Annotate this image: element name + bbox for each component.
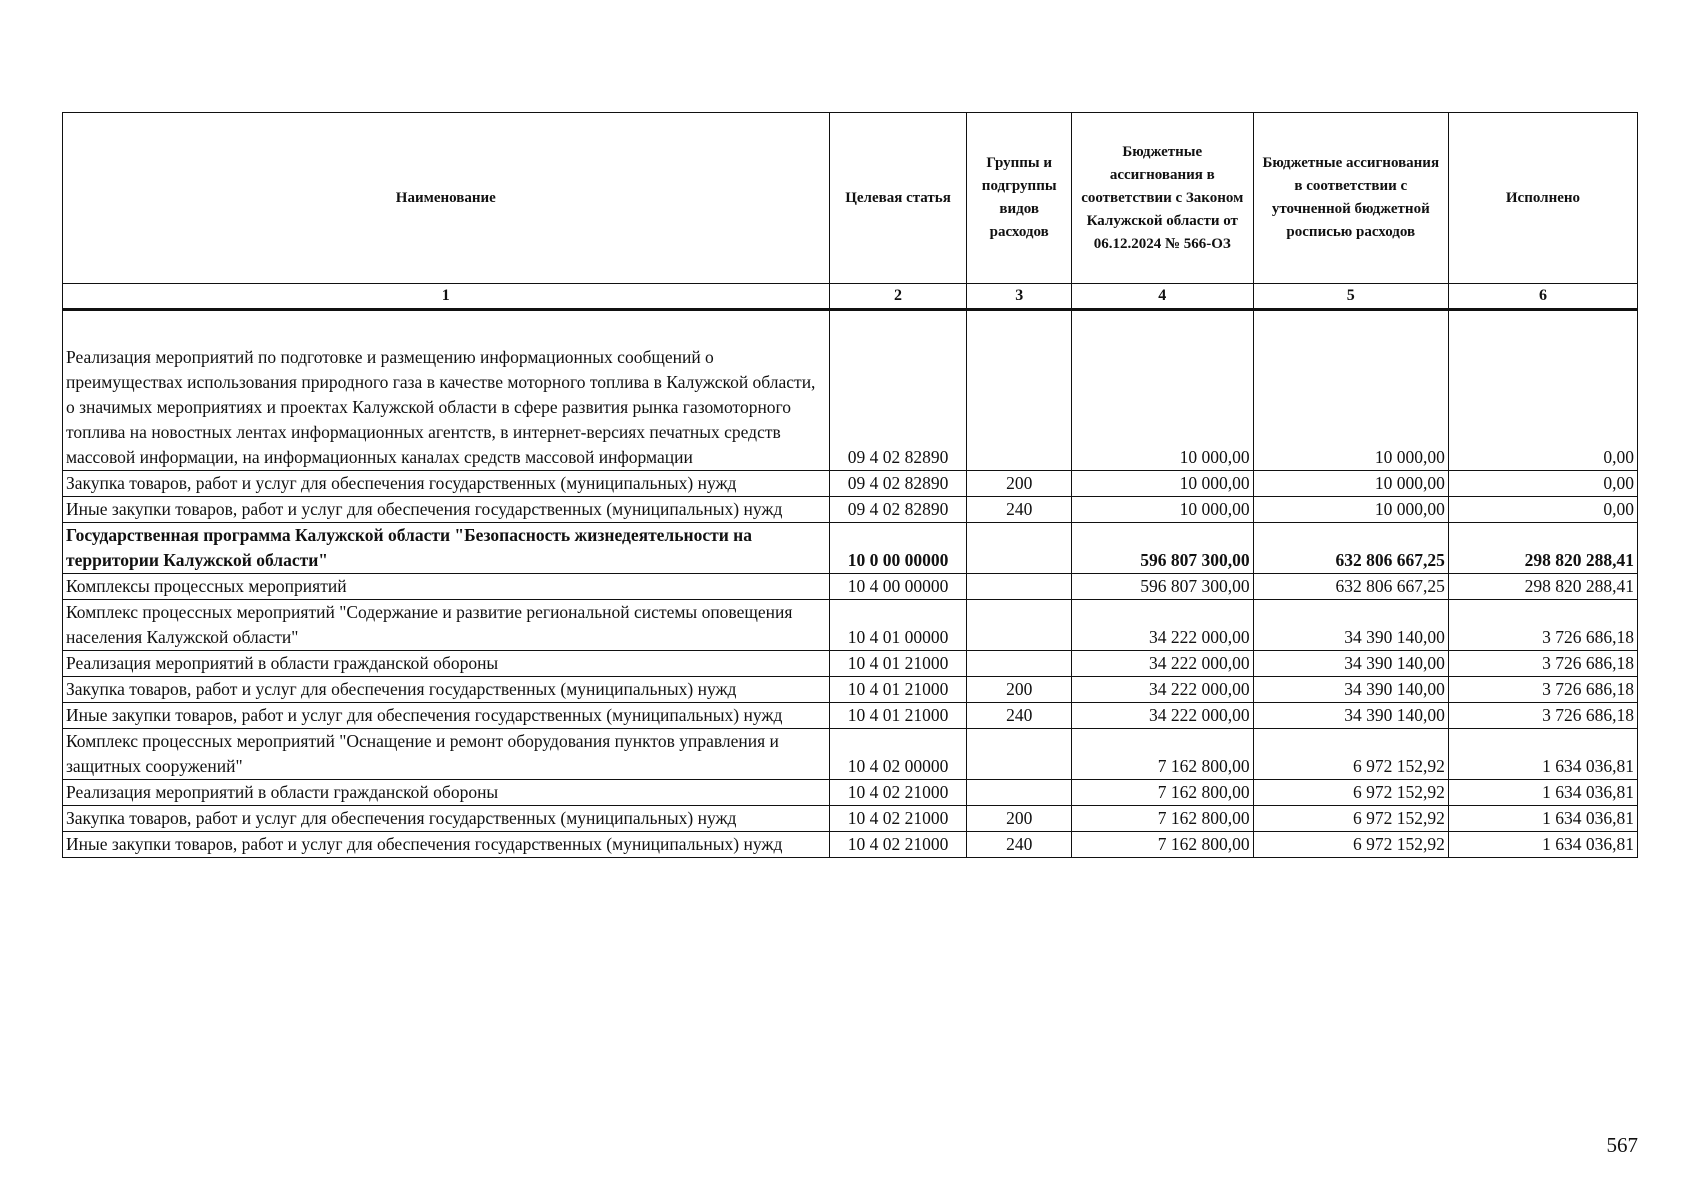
row-law-allocation: 7 162 800,00: [1071, 780, 1253, 806]
row-executed: 1 634 036,81: [1448, 780, 1637, 806]
row-name: Иные закупки товаров, работ и услуг для обеспечения государственных (муниципальных) нужд: [63, 832, 830, 858]
column-number: 2: [829, 284, 967, 310]
row-expense-group: 200: [967, 806, 1071, 832]
row-refined-allocation: 10 000,00: [1253, 471, 1448, 497]
row-executed: 1 634 036,81: [1448, 729, 1637, 780]
row-law-allocation: 34 222 000,00: [1071, 703, 1253, 729]
row-refined-allocation: 6 972 152,92: [1253, 806, 1448, 832]
row-target-article: 09 4 02 82890: [829, 310, 967, 471]
row-executed: 3 726 686,18: [1448, 677, 1637, 703]
table-row: [63, 497, 1638, 523]
row-executed: 0,00: [1448, 497, 1637, 523]
header-row: [63, 113, 1638, 284]
row-executed: 3 726 686,18: [1448, 600, 1637, 651]
table-row: [63, 832, 1638, 858]
row-name: Реализация мероприятий в области гражданской обороны: [63, 780, 830, 806]
row-expense-group: [967, 729, 1071, 780]
header-executed: Исполнено: [1448, 113, 1637, 284]
header-target-article: Целевая статья: [829, 113, 967, 284]
row-law-allocation: 596 807 300,00: [1071, 523, 1253, 574]
table-row: [63, 780, 1638, 806]
row-expense-group: [967, 574, 1071, 600]
row-executed: 298 820 288,41: [1448, 574, 1637, 600]
budget-table: [62, 112, 1638, 858]
row-name: Реализация мероприятий по подготовке и размещению информационных сообщений о преимуществах использования природного газа в качестве моторного топлива в Калужской области, о значимых мероприятиях и проектах Калужской области в сфере развития рынка газомоторного топлива на новостных лентах информационных агентств, в интернет-версиях печатных средств массовой информации, на информационных каналах средств массовой информации: [63, 310, 830, 471]
row-name: Иные закупки товаров, работ и услуг для обеспечения государственных (муниципальных) нужд: [63, 497, 830, 523]
row-law-allocation: 7 162 800,00: [1071, 729, 1253, 780]
column-number-row: [63, 284, 1638, 310]
row-refined-allocation: 34 390 140,00: [1253, 703, 1448, 729]
row-law-allocation: 7 162 800,00: [1071, 832, 1253, 858]
row-executed: 0,00: [1448, 310, 1637, 471]
row-name: Государственная программа Калужской области "Безопасность жизнедеятельности на территории Калужской области": [63, 523, 830, 574]
row-law-allocation: 34 222 000,00: [1071, 651, 1253, 677]
row-name: Закупка товаров, работ и услуг для обеспечения государственных (муниципальных) нужд: [63, 471, 830, 497]
table-row: [63, 310, 1638, 471]
row-expense-group: 200: [967, 677, 1071, 703]
row-expense-group: [967, 310, 1071, 471]
row-target-article: 09 4 02 82890: [829, 497, 967, 523]
row-expense-group: 240: [967, 832, 1071, 858]
row-target-article: 10 4 01 00000: [829, 600, 967, 651]
header-refined-allocation: Бюджетные ассигнования в соответствии с уточненной бюджетной росписью расходов: [1253, 113, 1448, 284]
row-refined-allocation: 34 390 140,00: [1253, 651, 1448, 677]
row-law-allocation: 7 162 800,00: [1071, 806, 1253, 832]
row-refined-allocation: 632 806 667,25: [1253, 574, 1448, 600]
row-law-allocation: 596 807 300,00: [1071, 574, 1253, 600]
row-name: Иные закупки товаров, работ и услуг для обеспечения государственных (муниципальных) нужд: [63, 703, 830, 729]
row-target-article: 10 4 02 00000: [829, 729, 967, 780]
row-target-article: 09 4 02 82890: [829, 471, 967, 497]
row-target-article: 10 4 00 00000: [829, 574, 967, 600]
row-expense-group: [967, 651, 1071, 677]
row-law-allocation: 10 000,00: [1071, 310, 1253, 471]
header-name: Наименование: [63, 113, 830, 284]
table-row: [63, 651, 1638, 677]
column-number: 6: [1448, 284, 1637, 310]
table-row: [63, 600, 1638, 651]
row-refined-allocation: 6 972 152,92: [1253, 780, 1448, 806]
table-row: [63, 703, 1638, 729]
row-refined-allocation: 632 806 667,25: [1253, 523, 1448, 574]
row-name: Закупка товаров, работ и услуг для обеспечения государственных (муниципальных) нужд: [63, 806, 830, 832]
row-refined-allocation: 6 972 152,92: [1253, 729, 1448, 780]
table-row: [63, 471, 1638, 497]
table-row: [63, 729, 1638, 780]
row-expense-group: [967, 523, 1071, 574]
row-executed: 298 820 288,41: [1448, 523, 1637, 574]
row-target-article: 10 4 02 21000: [829, 780, 967, 806]
row-refined-allocation: 10 000,00: [1253, 310, 1448, 471]
table-row: [63, 523, 1638, 574]
table-row: [63, 677, 1638, 703]
row-expense-group: 240: [967, 497, 1071, 523]
row-law-allocation: 10 000,00: [1071, 497, 1253, 523]
row-target-article: 10 4 01 21000: [829, 677, 967, 703]
column-number: 4: [1071, 284, 1253, 310]
table-row: [63, 574, 1638, 600]
row-name: Комплексы процессных мероприятий: [63, 574, 830, 600]
row-name: Комплекс процессных мероприятий "Оснащение и ремонт оборудования пунктов управления и защитных сооружений": [63, 729, 830, 780]
row-expense-group: [967, 600, 1071, 651]
row-name: Закупка товаров, работ и услуг для обеспечения государственных (муниципальных) нужд: [63, 677, 830, 703]
row-name: Комплекс процессных мероприятий "Содержание и развитие региональной системы оповещения населения Калужской области": [63, 600, 830, 651]
page-number: 567: [1606, 1133, 1638, 1157]
header-law-allocation: Бюджетные ассигнования в соответствии с Законом Калужской области от 06.12.2024 № 566-ОЗ: [1071, 113, 1253, 284]
table-row: [63, 806, 1638, 832]
row-law-allocation: 10 000,00: [1071, 471, 1253, 497]
row-target-article: 10 4 02 21000: [829, 806, 967, 832]
row-target-article: 10 4 01 21000: [829, 703, 967, 729]
row-target-article: 10 0 00 00000: [829, 523, 967, 574]
column-number: 5: [1253, 284, 1448, 310]
row-executed: 1 634 036,81: [1448, 806, 1637, 832]
row-law-allocation: 34 222 000,00: [1071, 600, 1253, 651]
row-refined-allocation: 6 972 152,92: [1253, 832, 1448, 858]
header-expense-group: Группы и подгруппы видов расходов: [967, 113, 1071, 284]
row-law-allocation: 34 222 000,00: [1071, 677, 1253, 703]
table-body: [63, 310, 1638, 858]
row-executed: 3 726 686,18: [1448, 651, 1637, 677]
row-expense-group: 200: [967, 471, 1071, 497]
row-expense-group: 240: [967, 703, 1071, 729]
row-expense-group: [967, 780, 1071, 806]
row-refined-allocation: 10 000,00: [1253, 497, 1448, 523]
row-refined-allocation: 34 390 140,00: [1253, 600, 1448, 651]
row-target-article: 10 4 02 21000: [829, 832, 967, 858]
row-name: Реализация мероприятий в области гражданской обороны: [63, 651, 830, 677]
row-target-article: 10 4 01 21000: [829, 651, 967, 677]
row-executed: 0,00: [1448, 471, 1637, 497]
column-number: 3: [967, 284, 1071, 310]
row-executed: 3 726 686,18: [1448, 703, 1637, 729]
row-refined-allocation: 34 390 140,00: [1253, 677, 1448, 703]
column-number: 1: [63, 284, 830, 310]
row-executed: 1 634 036,81: [1448, 832, 1637, 858]
